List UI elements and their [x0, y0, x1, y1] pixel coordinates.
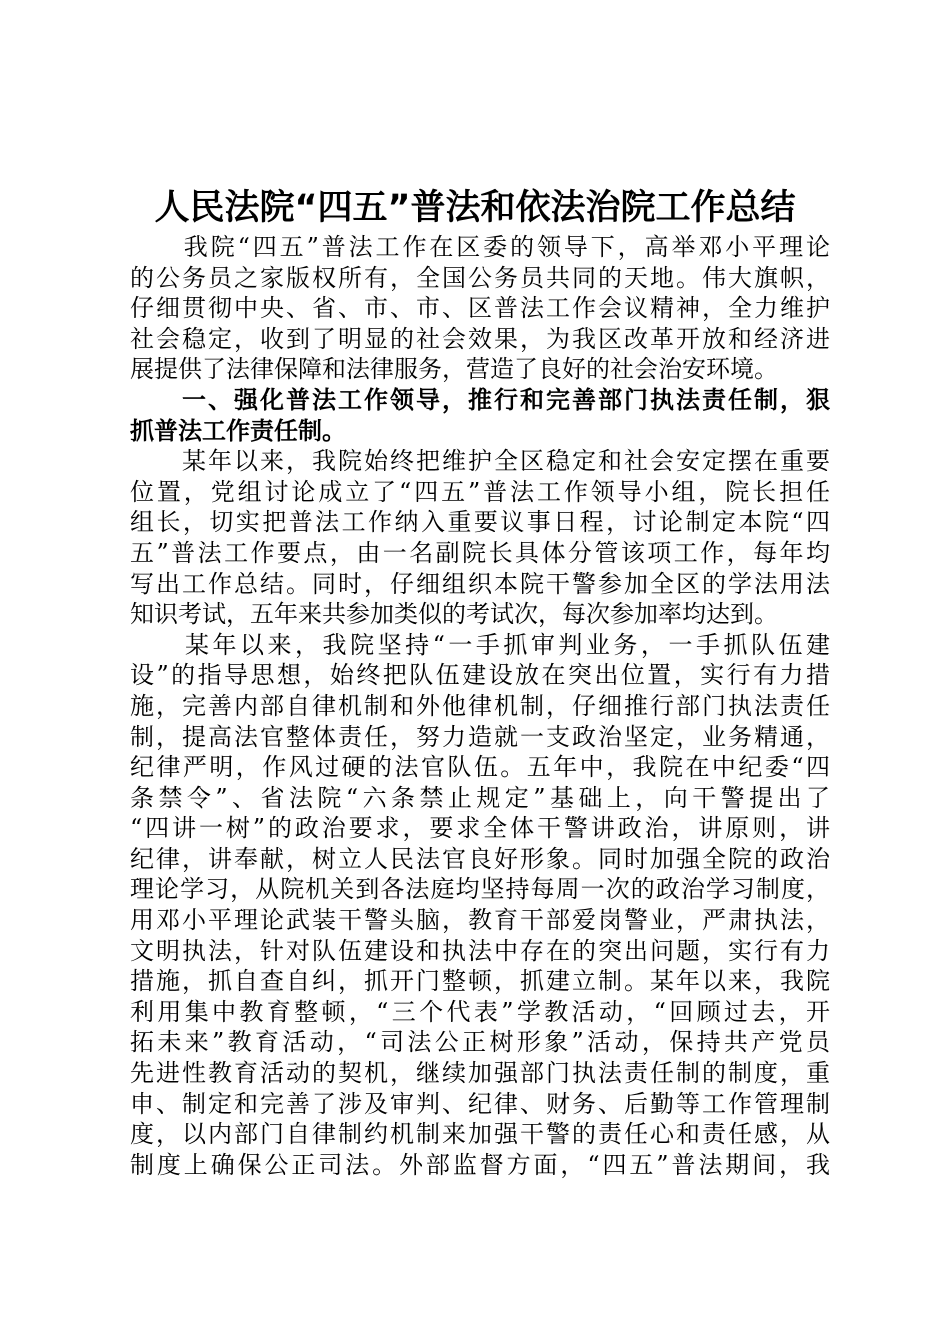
- paragraph-line: 文明执法，针对队伍建设和执法中存在的突出问题，实行有力: [130, 936, 830, 965]
- paragraph-line: 我院“四五”普法工作在区委的领导下，高举邓小平理论: [130, 233, 830, 261]
- paragraph-line: 的公务员之家版权所有，全国公务员共同的天地。伟大旗帜，: [130, 263, 830, 292]
- paragraph-line: 拓未来”教育活动，“司法公正树形象”活动，保持共产党员: [130, 1028, 830, 1057]
- paragraph-line: 纪律，讲奉献，树立人民法官良好形象。同时加强全院的政治: [130, 844, 830, 873]
- paragraph-line: 某年以来，我院坚持“一手抓审判业务，一手抓队伍建: [130, 630, 830, 659]
- paragraph-line: 先进性教育活动的契机，继续加强部门执法责任制的制度，重: [130, 1059, 830, 1088]
- paragraph-line: 五”普法工作要点，由一名副院长具体分管该项工作，每年均: [130, 538, 830, 567]
- paragraph-line: 社会稳定，收到了明显的社会效果，为我区改革开放和经济进: [130, 324, 830, 353]
- paragraph-line: 条禁令”、省法院“六条禁止规定”基础上，向干警提出了: [130, 783, 830, 812]
- paragraph-line: 利用集中教育整顿，“三个代表”学教活动，“回顾过去，开: [130, 997, 830, 1026]
- paragraph-line: 仔细贯彻中央、省、市、市、区普法工作会议精神，全力维护: [130, 294, 830, 323]
- document-body: [130, 232, 830, 1180]
- paragraph-line: 措施，抓自查自纠，抓开门整顿，抓建立制。某年以来，我院: [130, 967, 830, 996]
- paragraph-line: 理论学习，从院机关到各法庭均坚持每周一次的政治学习制度，: [130, 875, 830, 904]
- paragraph-line: 位置，党组讨论成立了“四五”普法工作领导小组，院长担任: [130, 477, 830, 506]
- paragraph-line: 制度上确保公正司法。外部监督方面，“四五”普法期间，我: [130, 1150, 830, 1179]
- section-heading-line: 抓普法工作责任制。: [130, 416, 346, 445]
- paragraph-line: 写出工作总结。同时，仔细组织本院干警参加全区的学法用法: [130, 569, 830, 598]
- paragraph-line: 组长，切实把普法工作纳入重要议事日程，讨论制定本院“四: [130, 508, 830, 537]
- paragraph-line: 制，提高法官整体责任，努力造就一支政治坚定，业务精通，: [130, 722, 830, 751]
- paragraph-line: 某年以来，我院始终把维护全区稳定和社会安定摆在重要: [130, 447, 830, 476]
- document-title: 人民法院“四五”普法和依法治院工作总结: [154, 188, 796, 228]
- paragraph-line: 用邓小平理论武装干警头脑，教育干部爱岗警业，严肃执法，: [130, 906, 830, 935]
- paragraph-line: 度，以内部门自律制约机制来加强干警的责任心和责任感，从: [130, 1120, 830, 1149]
- paragraph-line: 施，完善内部自律机制和外他律机制，仔细推行部门执法责任: [130, 691, 830, 720]
- paragraph-line: “四讲一树”的政治要求，要求全体干警讲政治，讲原则，讲: [130, 814, 830, 843]
- paragraph-line: 知识考试，五年来共参加类似的考试次，每次参加率均达到。: [130, 600, 778, 629]
- paragraph-line: 设”的指导思想，始终把队伍建设放在突出位置，实行有力措: [130, 661, 830, 690]
- section-heading-line: 一、强化普法工作领导，推行和完善部门执法责任制，狠: [130, 385, 830, 414]
- paragraph-line: 申、制定和完善了涉及审判、纪律、财务、后勤等工作管理制: [130, 1089, 830, 1118]
- paragraph-line: 展提供了法律保障和法律服务，营造了良好的社会治安环境。: [130, 355, 778, 384]
- paragraph-line: 纪律严明，作风过硬的法官队伍。五年中，我院在中纪委“四: [130, 753, 830, 782]
